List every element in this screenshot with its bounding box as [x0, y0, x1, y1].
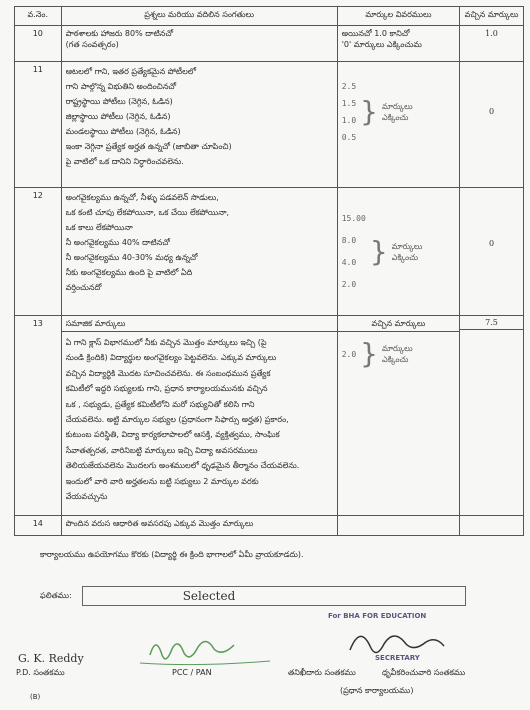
criteria-line: ఒక కంటి చూపు లేకపోయినా, ఒక చేయి లేకపోయినా, [65, 208, 230, 217]
result-box [82, 586, 466, 606]
criteria-line: రాష్ట్రస్థాయి పోటీలు (నెగ్గిన, ఓడిన) [65, 97, 173, 106]
row-detail [337, 316, 459, 516]
table-row [15, 26, 524, 62]
table-header-row [15, 7, 524, 26]
detail-values [342, 208, 366, 296]
criteria-line: పాఠశాలకు హాజరు 80% దాటినచో [65, 29, 174, 38]
row-title [62, 316, 337, 332]
header-awarded: వచ్చిన మార్కులు [460, 7, 524, 26]
pcc-underline [140, 661, 270, 665]
criteria-line: జిల్లాస్థాయి పోటీలు (నెగ్గిన, ఓడిన) [65, 112, 171, 121]
criteria-line: నీకు అంగవైకల్యము ఉంది పై వాటిలో ఏది [65, 268, 193, 277]
criteria-line: వేయవచ్చును [65, 492, 108, 502]
awarded-marks: 7.5 [460, 316, 523, 330]
row-criteria [61, 316, 337, 516]
awarded-cell [460, 316, 524, 516]
row-criteria [61, 516, 337, 536]
detail-group [342, 208, 455, 296]
row-detail [337, 26, 459, 62]
brace-icon: } [360, 95, 378, 128]
detail-value: 2.5 [341, 82, 357, 91]
pd-role: P.D. సంతకము [16, 668, 65, 677]
detail-header [338, 316, 459, 332]
detail-value: 2.0 [341, 280, 357, 289]
pcc-label: PCC / PAN [172, 668, 212, 677]
pd-name: G. K. Reddy [18, 652, 84, 665]
detail-note-line: మార్కులు [391, 242, 423, 251]
detail-note [382, 101, 413, 123]
page-mark: (B) [30, 693, 41, 701]
detail-group [342, 78, 455, 146]
row-criteria [61, 188, 337, 316]
awarded-marks: 1.0 [460, 26, 524, 62]
row-number: 10 [15, 26, 62, 62]
criteria-line: ఒక కాలు లేకపోయినా [65, 223, 133, 232]
criteria-line: నీ అంగవైకల్యము 40% దాటినచో [65, 238, 170, 247]
criteria-line: పొందిన వరుస ఆధారిత అవసరపు ఎక్కువ మొత్తం మార్కులు [65, 519, 254, 528]
detail-note-line: ఎక్కించు [382, 113, 409, 122]
criteria-line: చేయవలెను. అట్టి మార్కుల సభ్యుల (ప్రధానంగా సిఫార్సు అర్హత) ప్రకారం, [65, 415, 289, 425]
committee-signature-label: ధృవీకరించువారి సంతకము [382, 668, 466, 677]
criteria-line: సేవాతత్పరత, వారినిబట్టి మార్కులు ఇచ్చి విద్యా అవసరములు [65, 445, 258, 455]
criteria-line: వచ్చిన విద్యార్థికి మొదట సూచించవలెను. ఈ సంబంధమున ప్రత్యేక [65, 368, 271, 378]
detail-note-line: మార్కులు [382, 102, 413, 111]
detail-values [342, 78, 356, 146]
marks-table [14, 6, 524, 536]
criteria-line: అంగవైకల్యము ఉన్నచో, నీళ్ళు పడవలెన్ సొడులు, [65, 193, 219, 202]
detail-group [338, 332, 459, 376]
header-criteria: ప్రశ్నలు మరియు వదిలిన సంగతులు [61, 7, 337, 26]
criteria-line: (గత సంవత్సరం) [65, 40, 119, 49]
row-number: 12 [15, 188, 62, 316]
brace-icon: } [360, 337, 378, 370]
table-row [15, 62, 524, 188]
criteria-line: మండలస్థాయి పోటీలు (నెగ్గిన, ఓడిన) [65, 127, 181, 136]
criteria-line: ఒక , సభ్యుడు, ప్రత్యేక కమిటీలోని మరో సభ్యునితో కలిసి గాని [65, 399, 255, 409]
detail-value: 2.0 [341, 349, 357, 359]
detail-value: 8.0 [341, 236, 357, 245]
detail-note-line: ఎక్కించు [391, 253, 419, 262]
criteria-line: తెలియజేయవలెను మొదలగు అంశములలో ధృఢమైన తీర్మానం చేయవలెను. [65, 461, 300, 471]
detail-values [342, 349, 356, 360]
criteria-line: ఇందులో వారి వారి అర్హతలను బట్టి సభ్యులు 2 మార్కుల వరకు [65, 476, 259, 486]
awarded-marks: 0 [460, 188, 524, 316]
table-row [15, 188, 524, 316]
awarded-marks [460, 516, 524, 536]
criteria-line: ఇంకా నెగ్గినా ప్రత్యేక అర్హత ఉన్నచో (జాబితా చూపించి) [65, 142, 232, 151]
result-row [40, 586, 466, 606]
office-use-note: కార్యాలయము ఉపయోగము కొరకు (విద్యార్థి ఈ క్రింది భాగాలలో ఏమీ వ్రాయకూడదు). [40, 550, 304, 559]
pcc-signature [150, 641, 234, 658]
row-criteria [61, 62, 337, 188]
stamp-line-1: For BHA FOR EDUCATION [328, 612, 427, 620]
detail-value: 0.5 [341, 133, 357, 142]
table-row [15, 516, 524, 536]
secretary-signature [350, 636, 444, 653]
stamp-line-2: SECRETARY [375, 654, 420, 662]
result-value: Selected [182, 589, 236, 603]
criteria-line: పై వాటిలో ఒక దానిని నిర్ధారించవలెను. [65, 157, 184, 166]
header-sno: వ.నెం. [15, 7, 62, 26]
row-criteria [61, 26, 337, 62]
criteria-line: నుండి క్రిందికి) విద్యార్థుల అంగవైకల్యం పెట్టవలెను. ఎక్కువ మార్కులు [65, 353, 277, 363]
criteria-line: ఆటలలో గాని, ఇతర ప్రత్యేకమైన పోటీలలో [65, 67, 196, 76]
detail-note-line: మార్కులు [382, 344, 413, 353]
detail-value: 4.0 [341, 258, 357, 267]
detail-value: 15.00 [341, 214, 366, 223]
criteria-line: కుటుంబ పరిస్థితి, విద్యా కార్యకలాపాలలో ఆసక్తి, వ్యక్తిత్వము, సాంఘిక [65, 430, 280, 440]
criteria-line: వర్తించునదో [65, 283, 102, 292]
detail-line: '0' మార్కులు ఎక్కించుమ [341, 40, 422, 49]
row-detail [337, 62, 459, 188]
office-label: (ప్రధాన కార్యాలయము) [340, 686, 414, 695]
table-row [15, 316, 524, 516]
detail-value: 1.0 [341, 116, 357, 125]
result-label: ఫలితము: [40, 590, 72, 600]
detail-value: 1.5 [341, 99, 357, 108]
header-marks-detail: మార్కుల వివరములు [337, 7, 459, 26]
detail-note [392, 241, 423, 263]
row-paragraph [62, 332, 337, 507]
brace-icon: } [369, 235, 388, 268]
detail-header-text: వచ్చిన మార్కులు [371, 319, 426, 328]
criteria-line: ఏ గాని క్లాస్ విభాగములో నీకు వచ్చిన మొత్తం మార్కులు ఇచ్చి (పై [65, 338, 267, 347]
row-detail [337, 516, 459, 536]
detail-note-line: ఎక్కించు [382, 355, 409, 364]
row-detail [337, 188, 459, 316]
row-number: 14 [15, 516, 62, 536]
awarded-marks: 0 [460, 62, 524, 188]
criteria-line: గాని పాల్గొన్న విభుతిని అందించినచో [65, 82, 177, 91]
criteria-line: కమిటీలో ఇద్దరి సభ్యులకు గాని, ప్రధాన కార్యాలయమునకు వచ్చిన [65, 384, 268, 394]
criteria-line: నీ అంగవైకల్యము 40-30% మధ్య ఉన్నచో [65, 253, 198, 262]
row-number: 11 [15, 62, 62, 188]
detail-line: అయినచో 1.0 కానిచో [341, 29, 410, 38]
row-number: 13 [15, 316, 62, 516]
row-title-text: సమాజిక మార్కులు [65, 319, 126, 328]
detail-note [382, 343, 413, 365]
inspector-signature-label: తనిఖీదారు సంతకము [288, 668, 356, 677]
